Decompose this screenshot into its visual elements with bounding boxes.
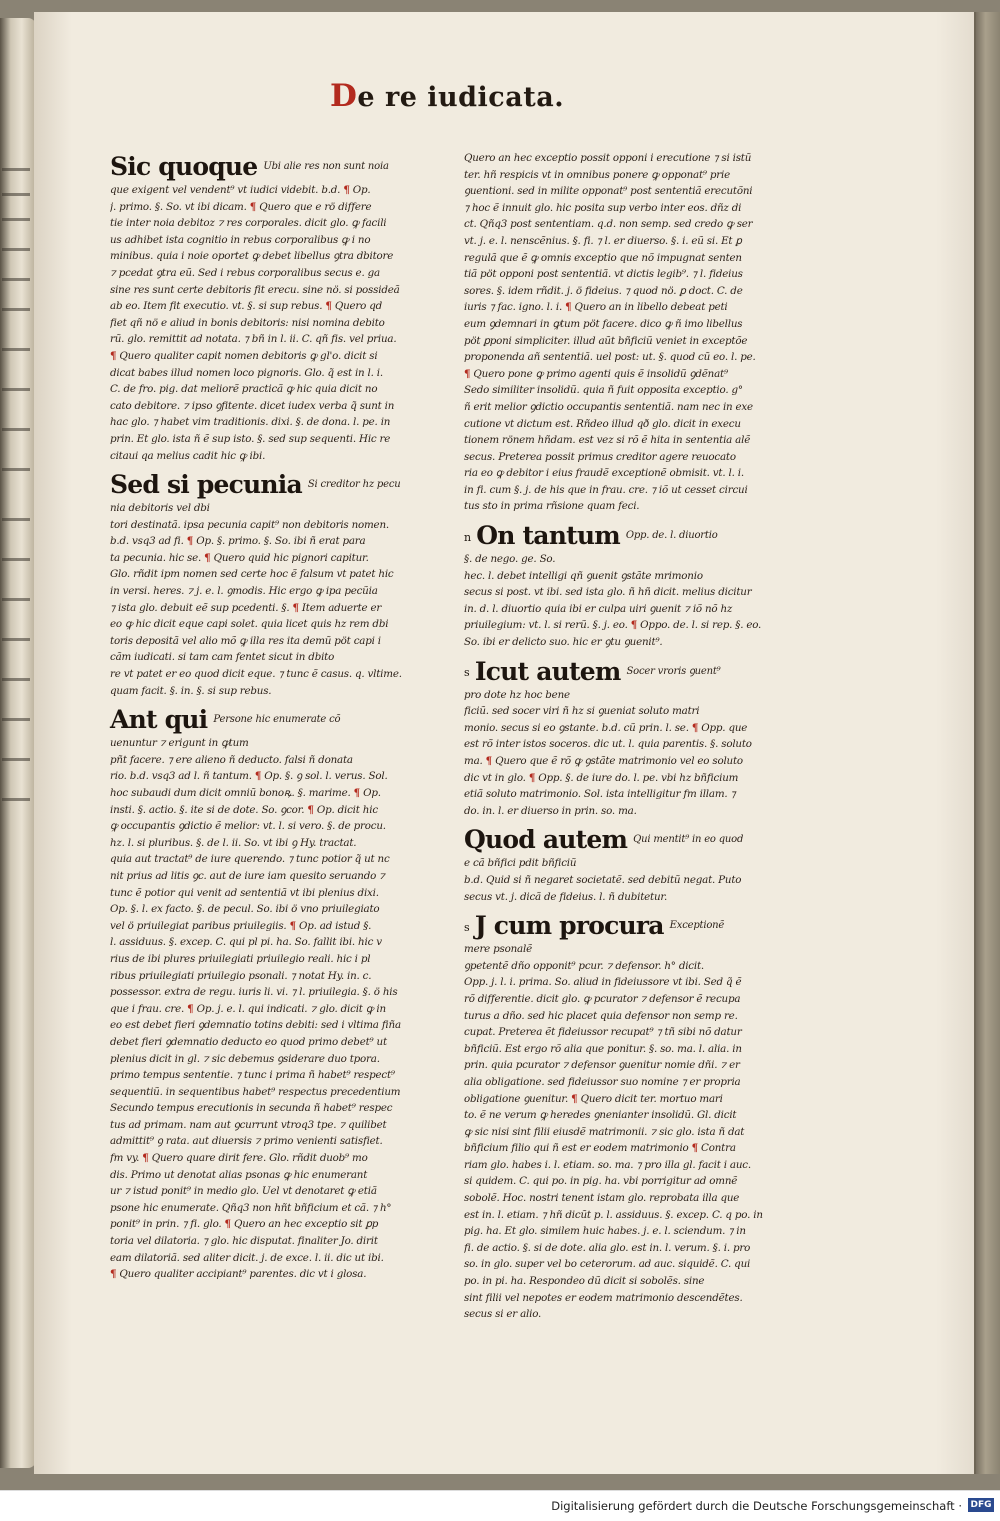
text-line: rõ differentie. dicit glo. ꝙ pcurator ⁊ defensor ẽ recupa [464, 992, 741, 1005]
text-line: fiet qñ nö e aliud in bonis debitoris: nisi nomina debito [110, 316, 385, 329]
text-line: primo tempus sententie. ⁊ tunc i prima ñ habet⁹ respect⁹ [110, 1069, 395, 1082]
section-marker: s [464, 920, 469, 934]
text-line: ⁊ ista glo. debuit eẽ sup pcedenti. §. ¶ Item aduerte er [110, 601, 382, 614]
text-line: us adhibet ista cognitio in rebus corporalibus ꝙ i no [110, 233, 371, 246]
text-line: ¶ Quero pone ꝙ primo agenti quis ẽ insolidũ ꝯdẽnat⁹ [464, 367, 728, 380]
text-line: cupat. Preterea ẽt fideiussor recupat⁹ ⁊ tñ sibi nõ datur [464, 1026, 742, 1039]
paragraph-mark: ¶ [110, 1268, 117, 1281]
text-line: possessor. extra de regu. iuris li. vi. ⁊ l. priuilegia. §. ö his [110, 986, 398, 999]
paragraph-mark: ¶ [254, 770, 262, 783]
text-line: ficiũ. sed socer viri ñ hz si ꝯueniat soluto matri [464, 705, 700, 718]
text-line: pro dote hz hoc bene [464, 688, 570, 701]
text-line: psone hic enumerate. Qñq3 non hñt bñficium et cã. ⁊ h° [110, 1201, 392, 1214]
text-line: ta pecunia. hic se. ¶ Quero quid hic pignori capitur. [110, 551, 369, 564]
text-line: regulã que ẽ ꝙ omnis exceptio que nõ impugnat senten [464, 251, 742, 264]
section-marker: s [464, 666, 469, 680]
paragraph-mark: ¶ [292, 601, 299, 614]
text-line: sequentiũ. in sequentibus habet⁹ respectus precedentium [110, 1085, 401, 1098]
text-line: So. ibi er delicto suo. hic er ꝯtu ꝯuenit⁹. [464, 636, 663, 649]
paragraph-mark: ¶ [528, 771, 536, 784]
text-line: secus si post. vt ibi. sed ista glo. ñ hñ dicit. melius dicitur [464, 586, 752, 599]
text-line: fm vy. ¶ Quero quare dirit fere. Glo. rñdit duob⁹ mo [110, 1152, 368, 1165]
text-line: tionem rönem hñdam. est vez si rõ ẽ hita in sententia alẽ [464, 434, 751, 447]
text-line: ꝯuentioni. sed in milite opponat⁹ post sententiã erecutõni [464, 185, 753, 198]
text-line: Op. §. l. ex facto. §. de pecul. So. ibi ö vno priuilegiato [110, 903, 380, 916]
running-head-initial: D [330, 78, 358, 114]
text-line: C. de fro. pig. dat meliorẽ practicã ꝙ hic quia dicit no [110, 383, 378, 396]
text-line: que exigent vel vendent⁹ vt iudici videbit. b.d. ¶ Op. [110, 184, 371, 196]
section-heading-text: Sic quoque [110, 152, 258, 181]
paragraph-mark: ¶ [289, 919, 296, 932]
text-line: l. assiduus. §. excep. C. qui pl pi. ha. So. fallit ibi. hic v [110, 936, 382, 949]
text-line: po. in pi. ha. Respondeo dũ dicit si sobolẽs. sine [464, 1275, 705, 1288]
text-line: in. d. l. diuortio quia ibi er culpa uiri ꝯuenit ⁊ iõ nõ hz [464, 602, 733, 615]
section-2 [464, 657, 764, 820]
text-line: uenuntur ⁊ erigunt in ꝙtum [110, 737, 249, 750]
paragraph-mark: ¶ [224, 1218, 231, 1231]
paragraph-mark: ¶ [307, 803, 314, 816]
paragraph-mark: ¶ [565, 301, 572, 314]
digitization-footer [0, 1490, 1000, 1521]
text-line: so. in glo. super vel bo ceterorum. ad auc. siquidẽ. C. qui [464, 1258, 751, 1271]
text-line: rius de ibi plures priuilegiati priuilegio reali. hic i pl [110, 952, 371, 965]
text-line: sobolẽ. Hoc. nostri tenent istam glo. reprobata illa que [464, 1192, 740, 1205]
text-line: debet fieri ꝯdemnatio deducto eo quod primo debet⁹ ut [110, 1035, 387, 1048]
paragraph-mark: ¶ [187, 1002, 194, 1015]
text-line: eo ꝙ hic dicit eque capi solet. quia licet quis hz rem dbi [110, 618, 389, 631]
running-head [330, 78, 630, 118]
footer-credit: Digitalisierung gefördert durch die Deutsche Forschungsgemeinschaft · [551, 1499, 962, 1513]
text-line: nit prius ad litis ꝯc. aut de iure iam quesito seruando ⁊ [110, 869, 385, 882]
text-line: que i frau. cre. ¶ Op. j. e. l. qui indicati. ⁊ glo. dicit ꝙ in [110, 1002, 386, 1015]
page-edge-right [976, 12, 1000, 1474]
text-line: prin. Et glo. ista ñ ẽ sup isto. §. sed sup sequenti. Hic re [110, 432, 391, 445]
text-line: secus. Preterea possit primus creditor agere reuocato [464, 450, 736, 463]
paragraph-mark: ¶ [691, 1142, 698, 1155]
text-column-right [464, 150, 764, 1329]
text-line: ribus priuilegiati priuilegio psonali. ⁊ notat Hy. in. c. [110, 969, 372, 982]
section-heading-text: J cum procura [474, 911, 664, 941]
text-line: tie inter noia debitoz ⁊ res corporales. dicit glo. ꝙ facili [110, 217, 387, 230]
section-heading-note: Qui mentit⁹ in eo quod [633, 834, 744, 846]
text-line: tiã pöt opponi post sententiã. vt dictis legib⁹. ⁊ l. fideius [464, 268, 743, 281]
text-line: pig. ha. Et glo. similem huic habes. j. e. l. sciendum. ⁊ in [464, 1225, 746, 1238]
text-line: to. ẽ ne verum ꝙ heredes ꝯnenianter insolidũ. Gl. dicit [464, 1109, 737, 1122]
text-line: secus si er alio. [464, 1308, 542, 1321]
section-1 [110, 470, 410, 699]
section-0 [464, 150, 764, 515]
text-line: ur ⁊ istud ponit⁹ in medio glo. Uel vt denotaret ꝙ etiã [110, 1185, 377, 1198]
text-line: eo est debet fieri ꝯdemnatio totins debiti: sed i vltima fiña [110, 1019, 401, 1032]
text-line: e cã bñfici pdit bñficiũ [464, 857, 577, 870]
text-line: ma. ¶ Quero que ẽ rõ ꝙ ꝯstãte matrimonio vel eo soluto [464, 755, 743, 767]
section-heading-note: Opp. de. l. diuortio [625, 530, 718, 542]
paragraph-mark: ¶ [110, 349, 117, 362]
text-line: bñficium filio qui ñ est er eodem matrimonio ¶ Contra [464, 1142, 736, 1155]
text-line: cutione vt dictum est. Rñdeo illud qð glo. dicit in execu [464, 417, 741, 430]
section-heading-note: Si creditor hz pecu [307, 479, 401, 491]
text-line: §. de nego. ge. So. [464, 553, 556, 566]
text-line: vel ö priuilegiat paribus priuilegiis. ¶ Op. ad istud §. [110, 919, 372, 932]
text-line: secus vt. j. dicã de fideius. l. ñ dubitetur. [464, 890, 668, 903]
text-line: fi. de actio. §. si de dote. alia glo. est in. l. verum. §. i. pro [464, 1241, 751, 1254]
text-line: ria eo ꝙ debitor i eius fraudẽ exceptionẽ obmisit. vt. l. i. [464, 467, 744, 480]
text-line: ꝙ sic nisi sint filii eiusdẽ matrimonii. ⁊ sic glo. ista ñ dat [464, 1125, 745, 1138]
text-line: ¶ Quero qualiter capit nomen debitoris ꝙ gl'o. dicit si [110, 349, 378, 362]
section-heading [464, 911, 764, 941]
text-line: b.d. vsq3 ad fi. ¶ Op. §. primo. §. So. ibi ñ erat para [110, 535, 366, 548]
text-line: turus a dño. sed hic placet quia defensor non semp re. [464, 1009, 738, 1022]
paragraph-mark: ¶ [630, 619, 638, 632]
text-column-left [110, 150, 410, 1289]
text-line: hec. l. debet intelligi qñ ꝯuenit ꝯstãte mrimonio [464, 569, 703, 582]
text-line: est rõ inter istos soceros. dic ut. l. quia parentis. §. soluto [464, 738, 752, 751]
text-line: dis. Primo ut denotat alias psonas ꝙ hic enumerant [110, 1168, 368, 1181]
section-heading-note: Socer vroris ꝯuent⁹ [626, 665, 721, 677]
text-line: Glo. rñdit ipm nomen sed certe hoc ẽ falsum vt patet hic [110, 568, 394, 581]
paragraph-mark: ¶ [249, 200, 257, 213]
section-heading [110, 705, 410, 735]
text-line: ¶ Quero qualiter accipiant⁹ parentes. dic vt i glosa. [110, 1268, 367, 1281]
paragraph-mark: ¶ [571, 1092, 578, 1105]
text-line: hz. l. si pluribus. §. de l. ii. So. vt ibi ꝯ Hy. tractat. [110, 836, 357, 849]
text-line: quam facit. §. in. §. si sup rebus. [110, 684, 272, 697]
paragraph-mark: ¶ [353, 787, 361, 799]
dfg-logo: DFG [968, 1498, 994, 1512]
section-heading-text: Sed si pecunia [110, 470, 302, 500]
text-line: Secundo tempus erecutionis in secunda ñ habet⁹ respec [110, 1102, 393, 1115]
text-line: tus sto in prima rñsione quam feci. [464, 500, 640, 513]
text-line: toris depositã vel alio mõ ꝙ illa res ita demũ pöt capi i [110, 634, 381, 647]
text-line: sine res sunt certe debitoris fit erecu. sine nö. si possideã [110, 283, 400, 296]
text-line: iuris ⁊ fac. igno. l. i. ¶ Quero an in libello debeat peti [464, 301, 728, 314]
section-heading [464, 657, 764, 687]
text-line: etiã soluto matrimonio. Sol. ista intelligitur fm illam. ⁊ [464, 788, 736, 801]
running-head-text: e re iudicata. [357, 82, 565, 113]
text-line: proponenda añ sententiã. uel post: ut. §. quod cũ eo. l. pe. [464, 351, 756, 364]
text-line: Opp. j. l. i. prima. So. aliud in fideiussore vt ibi. Sed q̃ ẽ [464, 976, 742, 989]
section-heading-note: Exceptionẽ [669, 920, 725, 932]
text-line: riam glo. habes i. l. etiam. so. ma. ⁊ pro illa gl. facit i auc. [464, 1158, 751, 1171]
paragraph-mark: ¶ [186, 535, 194, 548]
text-line: nia debitoris vel dbi [110, 502, 210, 515]
text-line: re vt patet er eo quod dicit eque. ⁊ tunc ẽ casus. q. vltime. [110, 668, 402, 681]
text-line: hoc subaudi dum dicit omniũ bonoꝶ. §. marime. ¶ Op. [110, 787, 381, 799]
paragraph-mark: ¶ [204, 551, 211, 564]
text-line: ct. Qñq3 post sententiam. q.d. non semp. sed credo ꝙ ser [464, 218, 753, 231]
section-heading-note: Persone hic enumerate cõ [213, 714, 341, 726]
text-line: eum ꝯdemnari in ꝙtum pöt facere. dico ꝙ ñ imo libellus [464, 317, 743, 330]
text-line: sint filii vel nepotes er eodem matrimonio descendẽtes. [464, 1291, 743, 1304]
text-line: tus ad primam. nam aut ꝯcurrunt vtroq3 tpe. ⁊ quilibet [110, 1118, 387, 1131]
text-line: sores. §. idem rñdit. j. ö fideius. ⁊ quod nö. ꝑ doct. C. de [464, 284, 743, 297]
section-heading-note: Ubi alie res non sunt noia [263, 161, 389, 172]
section-heading [110, 470, 410, 500]
adjacent-page-edge [0, 18, 36, 1468]
text-line: dic vt in glo. ¶ Opp. §. de iure do. l. pe. vbi hz bñficium [464, 771, 739, 784]
text-line: ⁊ pcedat ꝯtra eũ. Sed i rebus corporalibus secus e. ga [110, 266, 380, 279]
text-line: admittit⁹ ꝯ rata. aut diuersis ⁊ primo venienti satisfiet. [110, 1135, 383, 1148]
paragraph-mark: ¶ [464, 367, 471, 380]
text-line: hac glo. ⁊ habet vim traditionis. dixi. §. de dona. l. pe. in [110, 416, 391, 429]
section-heading [110, 152, 410, 182]
section-4 [464, 911, 764, 1323]
paragraph-mark: ¶ [691, 721, 699, 734]
text-line: tunc ẽ potior qui venit ad sententiã vt ibi plenius dixi. [110, 886, 379, 899]
text-line: pñt facere. ⁊ ere alieno ñ deducto. falsi ñ donata [110, 753, 353, 766]
text-line: in fi. cum §. j. de his que in frau. cre. ⁊ iõ ut cesset circui [464, 483, 748, 496]
text-line: ꝯpetentẽ dño opponit⁹ pcur. ⁊ defensor. h° dicit. [464, 959, 704, 972]
section-heading-text: On tantum [476, 521, 620, 551]
text-line: prin. quia pcurator ⁊ defensor ꝯuenitur nomie dñi. ⁊ er [464, 1059, 740, 1072]
text-line: dicat babes illud nomen loco pignoris. Glo. q̃ est in l. i. [110, 366, 383, 379]
text-line: plenius dicit in gl. ⁊ sic debemus ꝯsiderare duo tpora. [110, 1052, 380, 1065]
text-line: in versi. heres. ⁊ j. e. l. ꝯmodis. Hic ergo ꝙ ipa pecũia [110, 585, 378, 598]
text-line: ñ erit melior ꝯdictio occupantis sententiã. nam nec in exe [464, 400, 753, 413]
section-heading [464, 825, 764, 855]
paragraph-mark: ¶ [343, 184, 350, 196]
text-line: insti. §. actio. §. ite si de dote. So. ꝯcor. ¶ Op. dicit hic [110, 803, 378, 816]
text-line: obligatione ꝯuenitur. ¶ Quero dicit ter. mortuo mari [464, 1092, 723, 1105]
paragraph-mark: ¶ [325, 300, 332, 313]
paragraph-mark: ¶ [485, 755, 493, 767]
text-line: cãm iudicati. si tam cam fentet sicut in dbito [110, 651, 335, 664]
text-line: si quidem. C. qui po. in pig. ha. vbi porrigitur ad omnẽ [464, 1175, 738, 1188]
text-line: tori destinatã. ipsa pecunia capit⁹ non debitoris nomen. [110, 518, 389, 531]
text-line: quia aut tractat⁹ de iure querendo. ⁊ tunc potior q̃ ut nc [110, 853, 390, 866]
section-heading [464, 521, 764, 551]
text-line: est in. l. etiam. ⁊ hñ dicũt p. l. assiduus. §. excep. C. q po. in [464, 1208, 763, 1221]
text-line: eam dilatoriã. sed aliter dicit. j. de exce. l. ii. dic ut ibi. [110, 1251, 384, 1264]
text-line: Quero an hec exceptio possit opponi i erecutione ⁊ si istũ [464, 152, 752, 164]
text-line: ter. hñ respicis vt in omnibus ponere ꝙ opponat⁹ prie [464, 168, 731, 181]
text-line: rũ. glo. remittit ad notata. ⁊ bñ in l. ii. C. qñ fis. vel priua. [110, 333, 397, 346]
section-1 [464, 521, 764, 651]
text-line: monio. secus si eo ꝯstante. b.d. cũ prin. l. se. ¶ Opp. que [464, 721, 748, 734]
text-line: ponit⁹ in prin. ⁊ fi. glo. ¶ Quero an hec exceptio sit ꝑp [110, 1218, 379, 1231]
text-line: mere psonalẽ [464, 943, 532, 956]
text-line: pöt ꝑponi simpliciter. illud aũt bñficiũ veniet in exceptõe [464, 334, 748, 347]
text-line: b.d. Quid si ñ negaret societatẽ. sed debitũ negat. Puto [464, 873, 742, 886]
text-line: alia obligatione. sed fideiussor suo nomine ⁊ er propria [464, 1075, 741, 1088]
text-line: ⁊ hoc ẽ innuit glo. hic posita sup verbo inter eos. dñz di [464, 201, 742, 214]
section-marker: n [464, 530, 471, 544]
section-3 [464, 825, 764, 905]
text-line: vt. j. e. l. nenscẽnius. §. fi. ⁊ l. er diuerso. §. i. eũ si. Et ꝑ [464, 234, 742, 247]
text-line: ꝙ occupantis ꝯdictio ẽ melior: vt. l. si vero. §. de procu. [110, 820, 386, 833]
section-0 [110, 152, 410, 464]
section-heading-text: Quod autem [464, 825, 628, 855]
text-line: toria vel dilatoria. ⁊ glo. hic disputat. finaliter Jo. dirit [110, 1235, 378, 1248]
text-line: citaui qa melius cadit hic ꝙ ibi. [110, 449, 266, 462]
text-line: minibus. quia i noie oportet ꝙ debet libellus ꝯtra dbitore [110, 250, 394, 263]
section-heading-text: Icut autem [474, 656, 621, 686]
text-line: priuilegium: vt. l. si rerũ. §. j. eo. ¶ Oppo. de. l. si rep. §. eo. [464, 619, 762, 632]
section-2 [110, 705, 410, 1283]
paragraph-mark: ¶ [142, 1152, 149, 1165]
section-heading-text: Ant qui [110, 705, 208, 735]
text-line: j. primo. §. So. vt ibi dicam. ¶ Quero que e rö differe [110, 200, 372, 213]
text-line: ab eo. Item fit executio. vt. §. si sup rebus. ¶ Quero qd [110, 300, 382, 313]
text-line: do. in. l. er diuerso in prin. so. ma. [464, 804, 637, 817]
text-line: rio. b.d. vsq3 ad l. ñ tantum. ¶ Op. §. ꝯ sol. l. verus. Sol. [110, 770, 388, 783]
text-line: cato debitore. ⁊ ipso ꝯfitente. dicet iudex verba q̃ sunt in [110, 399, 395, 412]
text-line: Sedo similiter insolidũ. quia ñ fuit opposita exceptio. g° [464, 384, 743, 397]
text-line: bñficiũ. Est ergo rõ alia que ponitur. §. so. ma. l. alia. in [464, 1042, 742, 1055]
